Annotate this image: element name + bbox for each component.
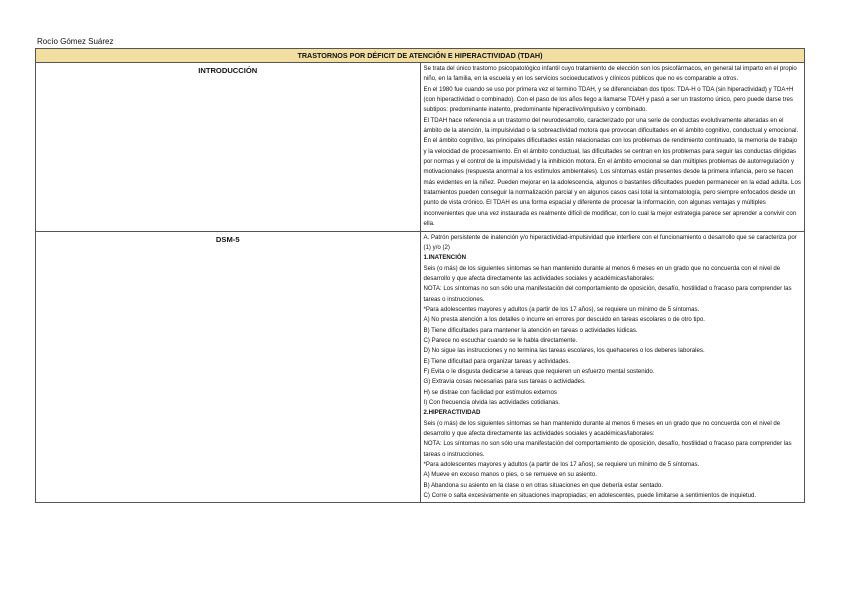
hiperactividad-intro: Seis (o más) de los siguientes síntomas se han mantenido durante al menos 6 meses en un grado que no concuerda con el nivel de desarrollo y que afecta directamente las actividades sociales y académicas/laborales:: [423, 419, 781, 438]
hiperactividad-adult-note: *Para adolescentes mayores y adultos (a partir de los 17 años), se requiere un mínimo de 5 síntomas.: [423, 461, 700, 469]
dsm5-content: [420, 231, 805, 503]
inatencion-item-a: A) No presta atención a los detalles o incurre en errores por descuido en tareas escolares o de otro tipo.: [423, 316, 705, 324]
inatencion-item-e: E) Tiene dificultad para organizar tareas y actividades.: [423, 357, 571, 365]
hiperactividad-item-c: C) Corre o salta excesivamente en situaciones inapropiadas; en adolescentes, puede limitarse a sentimientos de inquietud.: [423, 492, 757, 500]
intro-paragraph-2: En el 1980 fue cuando se uso por primera vez el termino TDAH, y se diferenciaban dos tipos: TDA-H o TDA (sin hiperactividad) y TDA+H (con hiperactividad o combinado). Con el paso de los años llego a llamarse TDAH y pasó a ser un trastorno único, pero puede darse tres subtipos: predominante inatento, predominante hiperactivo/impulsivo y combinado.: [423, 85, 794, 114]
criterion-a: A. Patrón persistente de inatención y/o hiperactividad-impulsividad que interfiere con el funcionamiento o desarrollo que se caracteriza por (1) y/o (2): [423, 233, 797, 251]
inatencion-item-i: I) Con frecuencia olvida las actividades cotidianas.: [423, 399, 561, 406]
intro-paragraph-3: El TDAH hace referencia a un trastorno del neurodesarrollo, caracterizado por una serie de conductas evolutivamente alteradas en el ámbito de la atención, la impulsividad o la sobreactividad motora que provocan dificultades en el ámbito cognitivo, conductual y emocional. En el ámbito cognitivo, las principales dificultades están relacionadas con los problemas de rendimiento continuado, la memoria de trabajo y la velocidad de procesamiento. En el ámbito conductual, las dificultades se centran en los problemas para seguir las conductas dirigidas por normas y el control de la impulsividad y la inhibición motora. En el ámbito emocional se dan múltiples problemas de autorregulación y motivacionales (respuesta anormal a los estímulos ambientales). Los síntomas están presentes desde la primera infancia, pero se hacen más evidentes en la niñez. Pueden mejorar en la adolescencia, algunos o bastantes dificultades pueden permanecer en la edad adulta. Los tratamientos pueden conseguir la normalización parcial y en algunos casos casi total la sintomatología, pero siempre enfocados desde un punto de vista crónico. El TDAH es una forma espacial y diferente de procesar la información, con algunas ventajas y múltiples inconvenientes que una vez instaurada es realmente difícil de modificar, con lo cual la mejor estrategia parece ser aprender a convivir con ella.: [423, 116, 801, 228]
hiperactividad-item-a: A) Mueve en exceso manos o pies, o se remueve en su asiento.: [423, 471, 597, 479]
hiperactividad-note: NOTA: Los síntomas no son sólo una manifestación del comportamiento de oposición, desafío, hostilidad o fracaso para comprender las tareas o instrucciones.: [423, 440, 792, 458]
inatencion-item-c: C) Parece no escuchar cuando se le habla directamente.: [423, 336, 578, 344]
inatencion-item-g: G) Extravía cosas necesarias para sus tareas o actividades.: [423, 378, 586, 386]
dsm5-label: DSM-5: [36, 231, 421, 503]
table-title-row: [36, 49, 805, 63]
inatencion-adult-note: *Para adolescentes mayores y adultos (a partir de los 17 años), se requiere un mínimo de 5 síntomas.: [423, 305, 700, 313]
hiperactividad-item-b: B) Abandona su asiento en la clase o en otras situaciones en que debería estar sentado.: [423, 481, 664, 489]
inatencion-item-h: H) se distrae con facilidad por estímulos externos: [423, 388, 557, 396]
inatencion-item-d: D) No sigue las instrucciones y no termina las tareas escolares, los quehaceres o los deberes laborales.: [423, 347, 705, 355]
intro-content: [420, 63, 805, 232]
inatencion-intro: Seis (o más) de los siguientes síntomas se han mantenido durante al menos 6 meses en un grado que no concuerda con el nivel de desarrollo y que afecta directamente las actividades sociales y académicas/laborales:: [423, 264, 781, 282]
tdah-table: [35, 48, 805, 503]
inatencion-item-f: F) Evita o le disgusta dedicarse a tareas que requieren un esfuerzo mental sostenido.: [423, 367, 655, 375]
dsm5-row: [36, 231, 805, 503]
intro-paragraph-1: Se trata del único trastorno psicopatológico infantil cuyo tratamiento de elección son los psicofármacos, en general tal imparto en el propio niño, en la familia, en la escuela y en los servicios socioeducativos y clínicos públicos que no es comparable a otros.: [423, 65, 797, 83]
table-title: TRASTORNOS POR DÉFICIT DE ATENCIÓN E HIPERACTIVIDAD (TDAH): [36, 49, 805, 63]
intro-row: [36, 63, 805, 232]
inatencion-note: NOTA: Los síntomas no son sólo una manifestación del comportamiento de oposición, desafío, hostilidad o fracaso para comprender las tareas o instrucciones.: [423, 285, 792, 303]
section-hiperactividad-heading: 2.HIPERACTIVIDAD: [423, 409, 481, 417]
inatencion-item-b: B) Tiene dificultades para mantener la atención en tareas o actividades lúdicas.: [423, 326, 638, 334]
intro-label: INTRODUCCIÓN: [36, 63, 421, 232]
author-name: Rocío Gómez Suárez: [37, 37, 114, 46]
section-inatencion-heading: 1.INATENCIÓN: [423, 254, 467, 262]
